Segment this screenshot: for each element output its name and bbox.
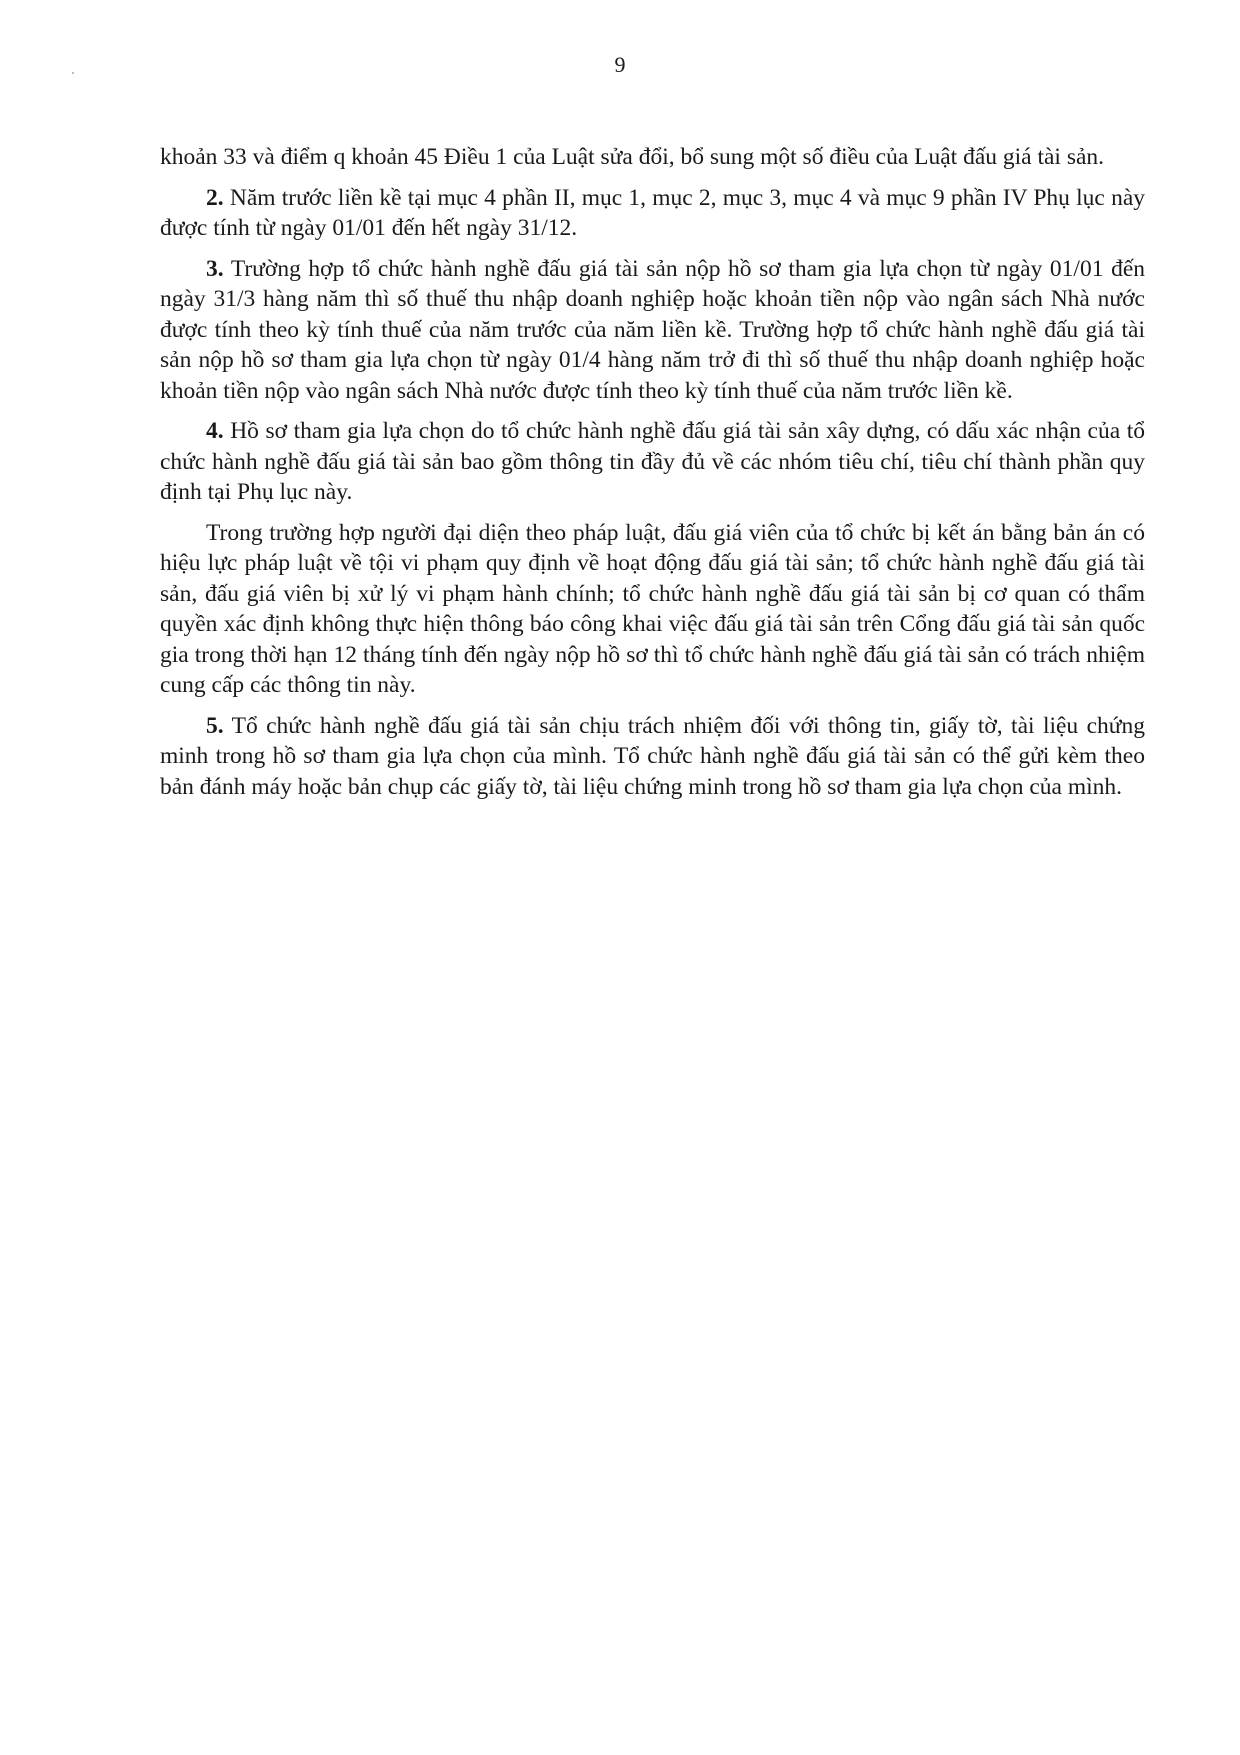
paragraph-text: Tổ chức hành nghề đấu giá tài sản chịu trách nhiệm đối với thông tin, giấy tờ, tài liệu chứng minh trong hồ sơ tham gia lựa chọn của mình. Tổ chức hành nghề đấu giá tài sản có thể gửi kèm theo bản đánh máy hoặc bản chụp các giấy tờ, tài liệu chứng minh trong hồ sơ tham gia lựa chọn của mình.	[160, 712, 1145, 800]
paragraph-text: Trường hợp tổ chức hành nghề đấu giá tài sản nộp hồ sơ tham gia lựa chọn từ ngày 01/01 đến ngày 31/3 hàng năm thì số thuế thu nhập doanh nghiệp hoặc khoản tiền nộp vào ngân sách Nhà nước được tính theo kỳ tính thuế của năm trước của năm liền kề. Trường hợp tổ chức hành nghề đấu giá tài sản nộp hồ sơ tham gia lựa chọn từ ngày 01/4 hàng năm trở đi thì số thuế thu nhập doanh nghiệp hoặc khoản tiền nộp vào ngân sách Nhà nước được tính theo kỳ tính thuế của năm trước liền kề.	[160, 255, 1145, 404]
item-number: 5.	[206, 712, 224, 739]
paragraph-item-4	[160, 416, 1145, 508]
paragraph-item-2	[160, 183, 1145, 244]
paragraph-text: Hồ sơ tham gia lựa chọn do tổ chức hành nghề đấu giá tài sản xây dựng, có dấu xác nhận của tổ chức hành nghề đấu giá tài sản bao gồm thông tin đầy đủ về các nhóm tiêu chí, tiêu chí thành phần quy định tại Phụ lục này.	[160, 418, 1146, 505]
paragraph-text: khoản 33 và điểm q khoản 45 Điều 1 của Luật sửa đổi, bổ sung một số điều của Luật đấu giá tài sản.	[160, 144, 1105, 170]
paragraph-item-3	[160, 254, 1145, 407]
item-number: 3.	[206, 255, 224, 282]
document-body	[160, 142, 1145, 812]
paragraph-item-5	[160, 711, 1145, 803]
paragraph-item-4-continued	[160, 518, 1145, 701]
paragraph-text: Năm trước liền kề tại mục 4 phần II, mục 1, mục 2, mục 3, mục 4 và mục 9 phần IV Phụ lục này được tính từ ngày 01/01 đến hết ngày 31/12.	[160, 184, 1145, 241]
paragraph-text: Trong trường hợp người đại diện theo pháp luật, đấu giá viên của tổ chức bị kết án bằng bản án có hiệu lực pháp luật về tội vi phạm quy định về hoạt động đấu giá tài sản; tổ chức hành nghề đấu giá tài sản, đấu giá viên bị xử lý vi phạm hành chính; tổ chức hành nghề đấu giá tài sản bị cơ quan có thẩm quyền xác định không thực hiện thông báo công khai việc đấu giá tài sản trên Cổng đấu giá tài sản quốc gia trong thời hạn 12 tháng tính đến ngày nộp hồ sơ thì tổ chức hành nghề đấu giá tài sản có trách nhiệm cung cấp các thông tin này.	[160, 519, 1145, 698]
paragraph-continuation	[160, 142, 1145, 173]
page-number: 9	[614, 52, 626, 77]
item-number: 4.	[206, 418, 224, 444]
item-number: 2.	[206, 184, 224, 211]
